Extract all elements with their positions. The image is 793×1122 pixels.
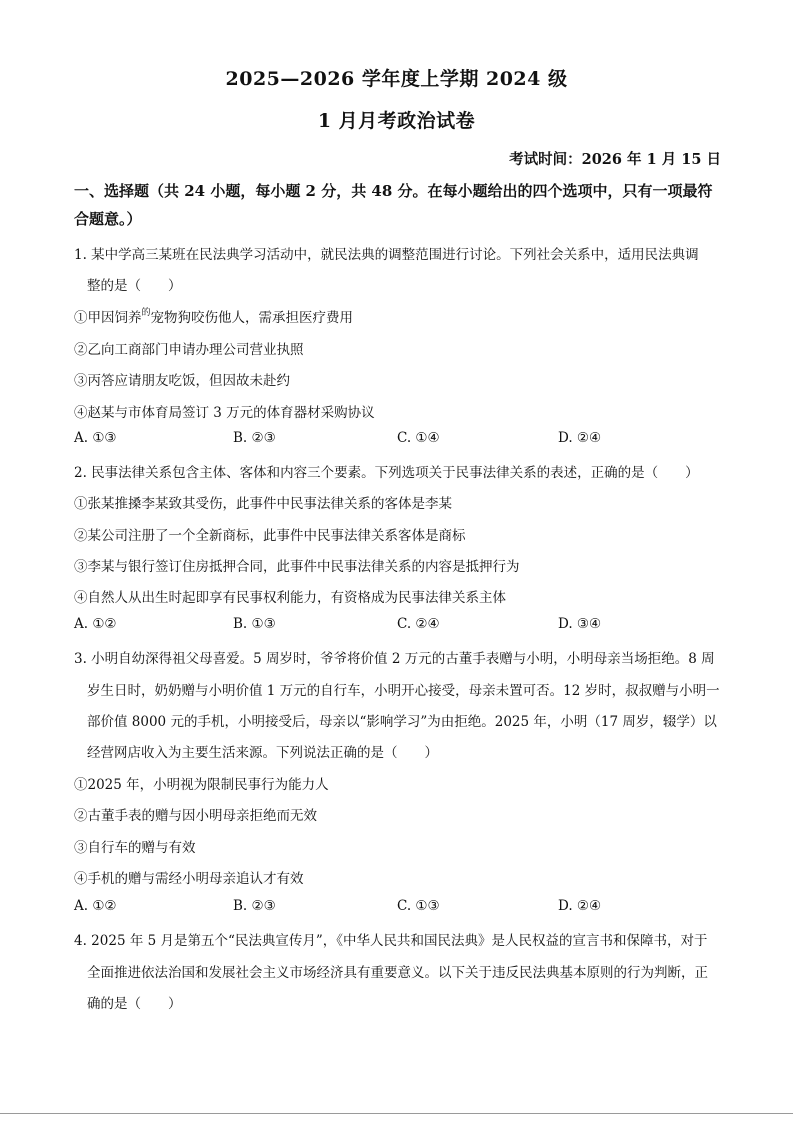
q3-option-2: ②古董手表的赠与因小明母亲拒绝而无效: [74, 808, 317, 824]
q4-stem-line3: 确的是（ ）: [87, 996, 182, 1012]
q1-option-2: ②乙向工商部门申请办理公司营业执照: [74, 342, 304, 358]
q1-choice-a: A. ①③: [74, 430, 117, 446]
q3-stem-line1: 3. 小明自幼深得祖父母喜爱。5 周岁时，爷爷将价值 2 万元的古董手表赠与小明，小明母亲当场拒绝。8 周: [74, 651, 715, 667]
q2-stem: 2. 民事法律关系包含主体、客体和内容三个要素。下列选项关于民事法律关系的表述，正确的是（ ）: [74, 465, 699, 481]
q3-stem-line2: 岁生日时，奶奶赠与小明价值 1 万元的自行车，小明开心接受，母亲未置可否。12 岁时，叔叔赠与小明一: [87, 683, 720, 699]
q4-stem-line1: 4. 2025 年 5 月是第五个“民法典宣传月”，《中华人民共和国民法典》是人民权益的宣言书和保障书，对于: [74, 933, 708, 949]
q3-option-4: ④手机的赠与需经小明母亲追认才有效: [74, 871, 304, 887]
q1-option-1: [74, 306, 353, 326]
q1-stem-line2: 整的是（ ）: [87, 278, 182, 294]
q2-option-1: ①张某推搡李某致其受伤，此事件中民事法律关系的客体是李某: [74, 496, 452, 512]
q1-choice-b: B. ②③: [233, 430, 276, 446]
q4-stem-line2: 全面推进依法治国和发展社会主义市场经济具有重要意义。以下关于违反民法典基本原则的行为判断，正: [87, 965, 708, 981]
exam-title-line1: 2025—2026 学年度上学期 2024 级: [225, 68, 568, 90]
footer-divider: [0, 1113, 793, 1114]
q1-choice-c: C. ①④: [397, 430, 440, 446]
q2-choice-c: C. ②④: [397, 616, 440, 632]
q1-stem-line1: 1. 某中学高三某班在民法典学习活动中，就民法典的调整范围进行讨论。下列社会关系中，适用民法典调: [74, 247, 699, 263]
q3-choice-c: C. ①③: [397, 898, 440, 914]
q3-choice-d: D. ②④: [558, 898, 602, 914]
q2-choice-a: A. ①②: [74, 616, 117, 632]
q1-option-1-post: 宠物狗咬伤他人，需承担医疗费用: [150, 310, 354, 326]
q3-stem-line3: 部价值 8000 元的手机，小明接受后，母亲以“影响学习”为由拒绝。2025 年，小明（17 周岁，辍学）以: [87, 714, 717, 730]
q2-choice-b: B. ①③: [233, 616, 276, 632]
q3-option-3: ③自行车的赠与有效: [74, 840, 196, 856]
exam-title-line2: 1 月月考政治试卷: [317, 110, 476, 132]
q1-choice-d: D. ②④: [558, 430, 602, 446]
q2-option-4: ④自然人从出生时起即享有民事权利能力，有资格成为民事法律关系主体: [74, 590, 506, 606]
q1-option-1-pre: ①甲因饲养: [74, 310, 142, 326]
q2-option-2: ②某公司注册了一个全新商标，此事件中民事法律关系客体是商标: [74, 528, 466, 544]
q3-option-1: ①2025 年，小明视为限制民事行为能力人: [74, 777, 329, 793]
section-heading: 一、选择题（共 24 小题，每小题 2 分，共 48 分。在每小题给出的四个选项中，只有一项最符合题意。）: [74, 182, 713, 228]
q1-option-1-sup: 的: [141, 308, 151, 318]
q1-option-3: ③丙答应请朋友吃饭，但因故未赴约: [74, 373, 290, 389]
exam-time: 考试时间：2026 年 1 月 15 日: [509, 151, 721, 168]
q3-choice-b: B. ②③: [233, 898, 276, 914]
q3-stem-line4: 经营网店收入为主要生活来源。下列说法正确的是（ ）: [87, 745, 438, 761]
q1-option-4: ④赵某与市体育局签订 3 万元的体育器材采购协议: [74, 405, 375, 421]
q2-option-3: ③李某与银行签订住房抵押合同，此事件中民事法律关系的内容是抵押行为: [74, 559, 520, 575]
q3-choice-a: A. ①②: [74, 898, 117, 914]
q2-choice-d: D. ③④: [558, 616, 602, 632]
